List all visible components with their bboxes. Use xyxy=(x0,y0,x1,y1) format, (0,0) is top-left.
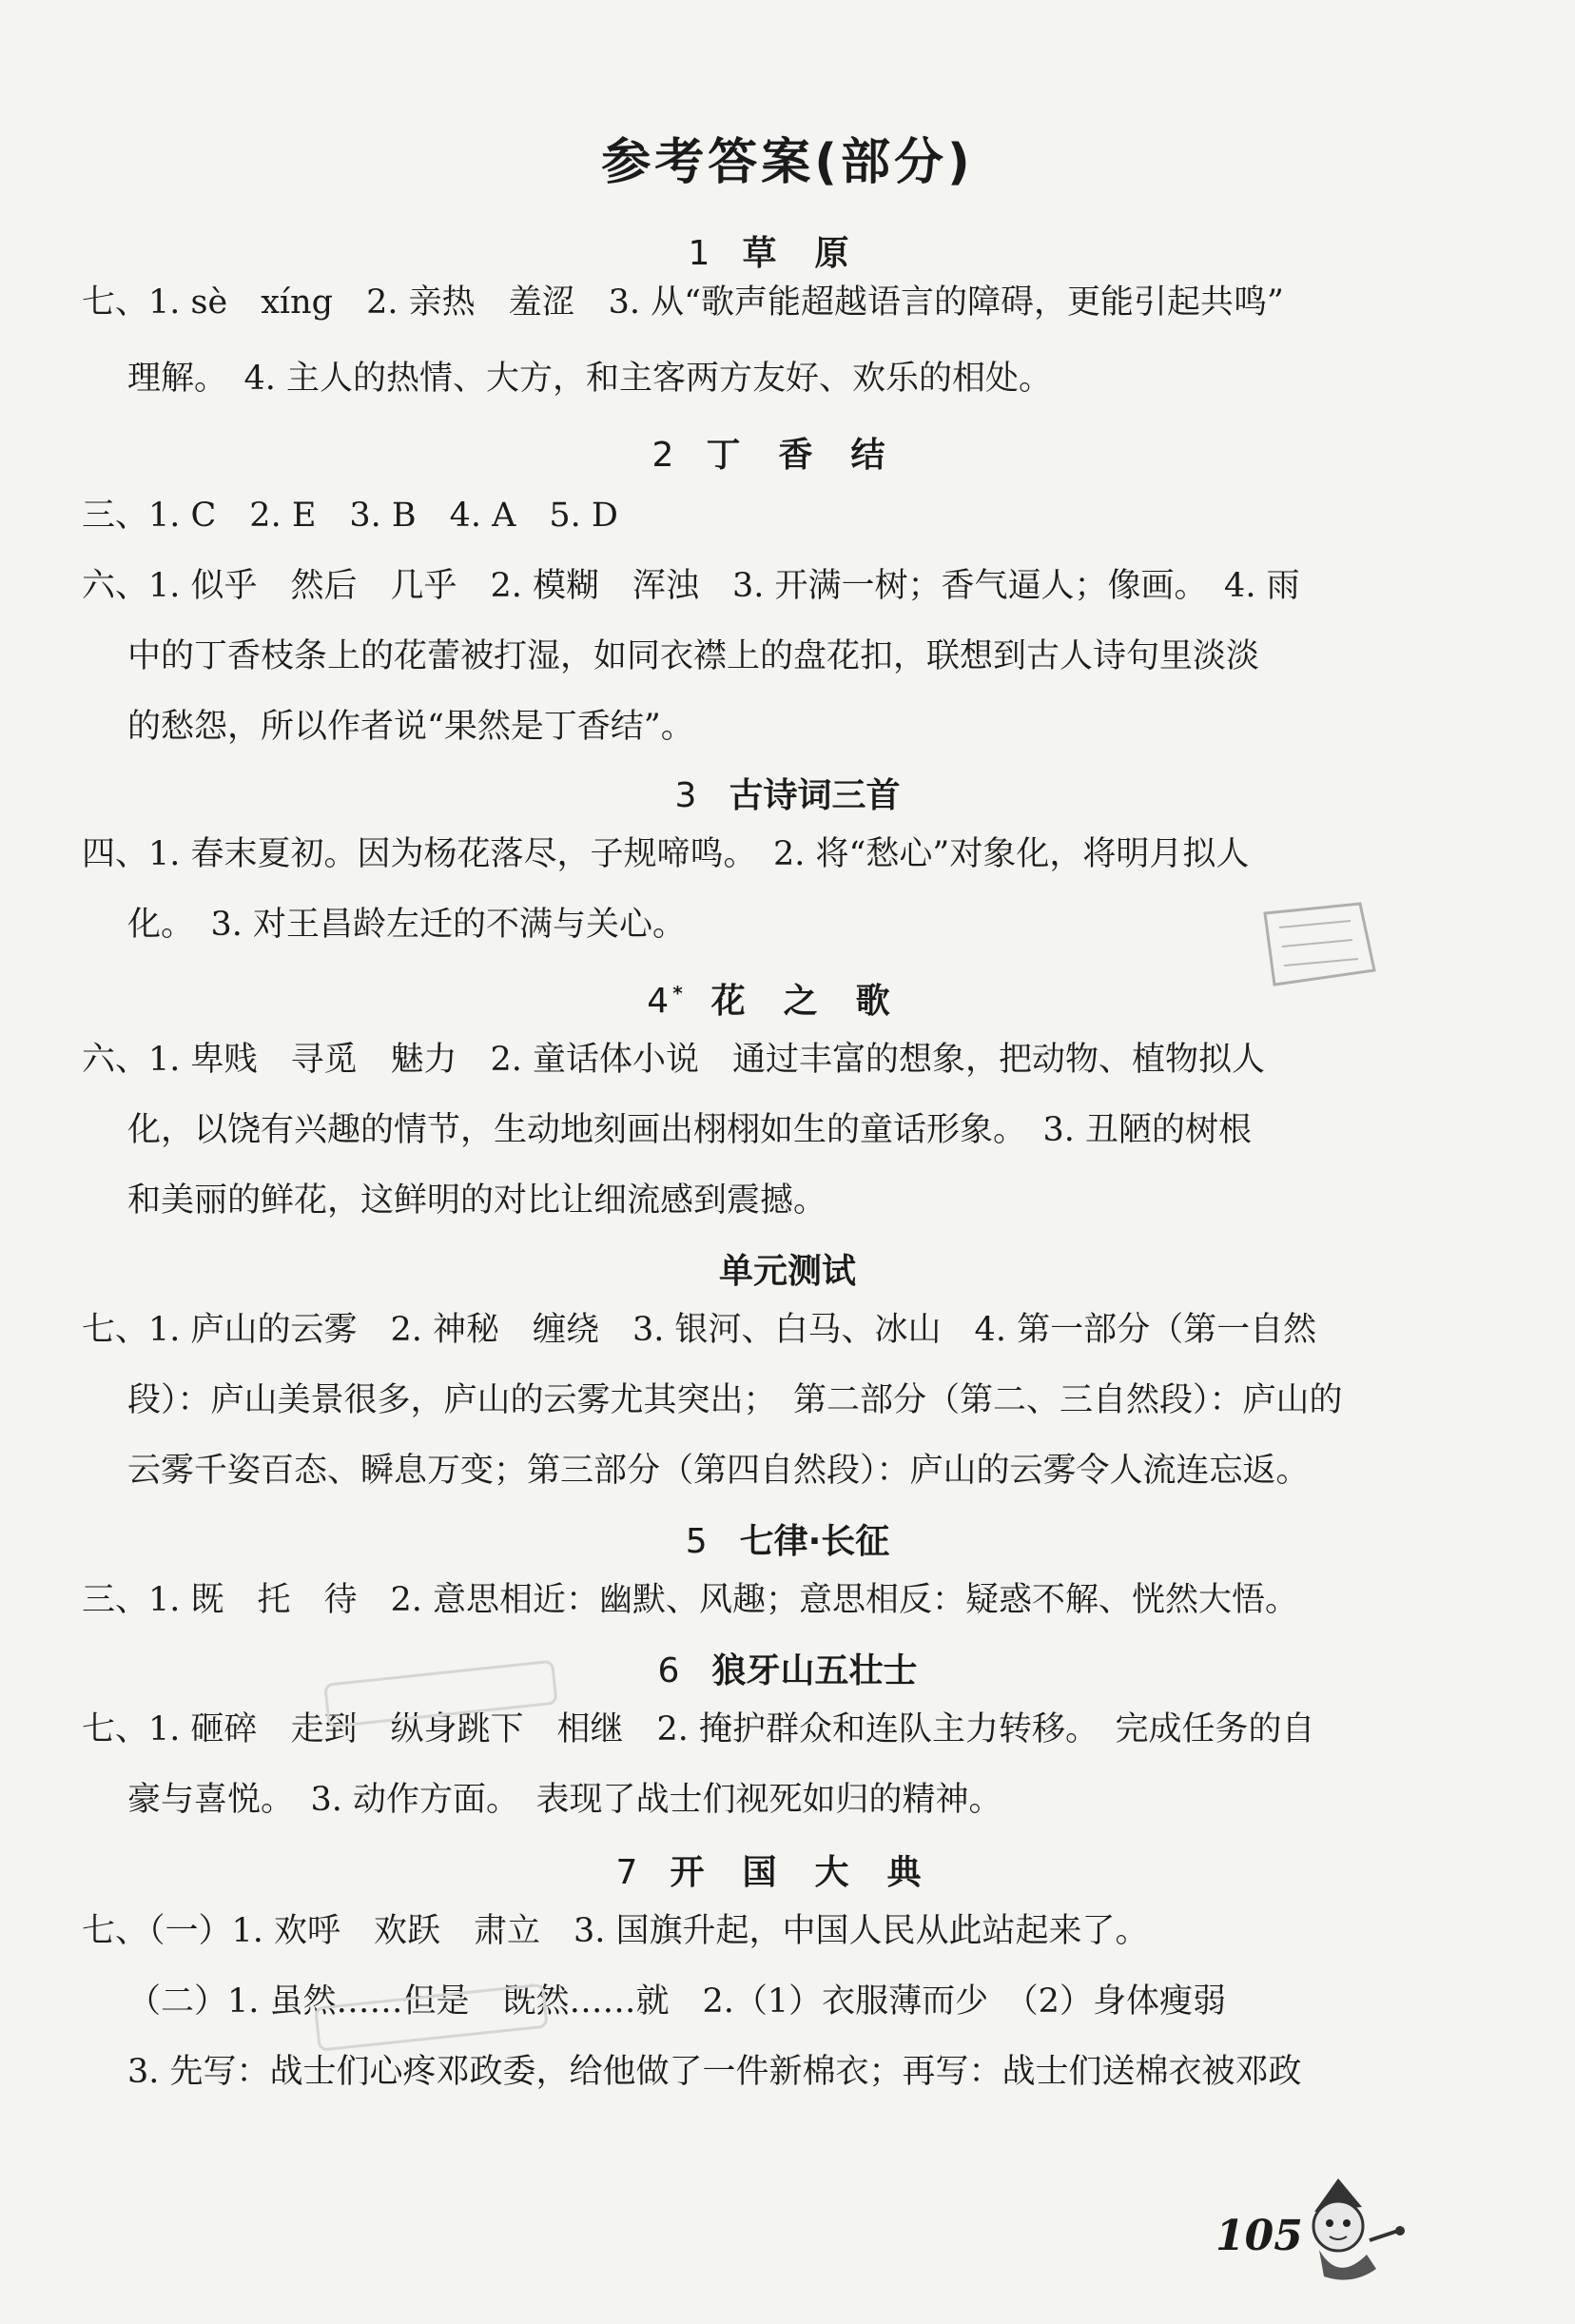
section-heading-8 xyxy=(0,1846,1575,1894)
section-heading-7 xyxy=(0,1644,1575,1692)
answer-line: 化。 3. 对王昌龄左迁的不满与关心。 xyxy=(127,906,687,944)
answer-line: 的愁怨，所以作者说“果然是丁香结”。 xyxy=(127,708,694,746)
section-heading-3 xyxy=(0,769,1575,817)
section-mark: * xyxy=(672,982,683,1005)
answer-line: 七、1. sè xíng 2. 亲热 羞涩 3. 从“歌声能超越语言的障碍，更能引起共鸣” xyxy=(82,283,1284,322)
section-heading-2 xyxy=(0,428,1575,477)
section-title: 单元测试 xyxy=(718,1252,856,1291)
answer-line: 三、1. C 2. E 3. B 4. A 5. D xyxy=(82,497,618,535)
section-number: 7 xyxy=(615,1853,638,1892)
section-heading-5 xyxy=(0,1244,1575,1293)
section-number: 5 xyxy=(685,1522,708,1561)
section-title: 七律·长征 xyxy=(739,1522,890,1561)
answer-line: 七、1. 庐山的云雾 2. 神秘 缠绕 3. 银河、白马、冰山 4. 第一部分（第一自然 xyxy=(82,1311,1317,1349)
section-title: 草原 xyxy=(742,234,887,273)
section-number: 2 xyxy=(651,436,674,475)
answer-line: 3. 先写：战士们心疼邓政委，给他做了一件新棉衣；再写：战士们送棉衣被邓政 xyxy=(127,2053,1302,2091)
section-heading-1 xyxy=(0,226,1575,275)
answer-line: 和美丽的鲜花，这鲜明的对比让细流感到震撼。 xyxy=(127,1182,827,1220)
page-title: 参考答案(部分) xyxy=(601,134,974,191)
answer-line: 云雾千姿百态、瞬息万变；第三部分（第四自然段）：庐山的云雾令人流连忘返。 xyxy=(127,1452,1310,1490)
section-number: 4 xyxy=(647,982,670,1021)
answer-line: 七、（一）1. 欢呼 欢跃 肃立 3. 国旗升起，中国人民从此站起来了。 xyxy=(82,1912,1149,1950)
answer-line: 六、1. 卑贱 寻觅 魅力 2. 童话体小说 通过丰富的想象，把动物、植物拟人 xyxy=(82,1041,1266,1079)
section-number: 6 xyxy=(657,1651,680,1690)
page-number: 105 xyxy=(1215,2212,1303,2260)
section-title: 古诗词三首 xyxy=(729,776,901,815)
section-heading-6 xyxy=(0,1514,1575,1563)
section-title: 丁香结 xyxy=(706,436,924,475)
answer-line: （二）1. 虽然……但是 既然……就 2.（1）衣服薄而少 （2）身体瘦弱 xyxy=(127,1982,1226,2021)
answer-line: 四、1. 春末夏初。因为杨花落尽，子规啼鸣。 2. 将“愁心”对象化，将明月拟人 xyxy=(82,835,1250,873)
stamp-graphic xyxy=(1246,894,1389,999)
section-title: 花之歌 xyxy=(710,982,928,1021)
mascot-icon xyxy=(1286,2174,1410,2288)
section-title: 狼牙山五壮士 xyxy=(711,1651,918,1690)
answer-line: 三、1. 既 托 待 2. 意思相近：幽默、风趣；意思相反：疑惑不解、恍然大悟。 xyxy=(82,1581,1299,1619)
answer-line: 六、1. 似乎 然后 几乎 2. 模糊 浑浊 3. 开满一树；香气逼人；像画。 4. 雨 xyxy=(82,567,1300,605)
section-title: 开国大典 xyxy=(670,1853,960,1892)
answer-line: 七、1. 砸碎 走到 纵身跳下 相继 2. 掩护群众和连队主力转移。 完成任务的自 xyxy=(82,1710,1315,1748)
section-number: 3 xyxy=(674,776,697,815)
answer-line: 段）：庐山美景很多，庐山的云雾尤其突出； 第二部分（第二、三自然段）：庐山的 xyxy=(127,1381,1343,1419)
answer-line: 理解。 4. 主人的热情、大方，和主客两方友好、欢乐的相处。 xyxy=(127,360,1053,398)
section-number: 1 xyxy=(688,234,710,273)
answer-line: 中的丁香枝条上的花蕾被打湿，如同衣襟上的盘花扣，联想到古人诗句里淡淡 xyxy=(127,637,1260,675)
answer-line: 化，以饶有兴趣的情节，生动地刻画出栩栩如生的童话形象。 3. 丑陋的树根 xyxy=(127,1111,1253,1149)
answer-line: 豪与喜悦。 3. 动作方面。 表现了战士们视死如归的精神。 xyxy=(127,1781,1002,1819)
